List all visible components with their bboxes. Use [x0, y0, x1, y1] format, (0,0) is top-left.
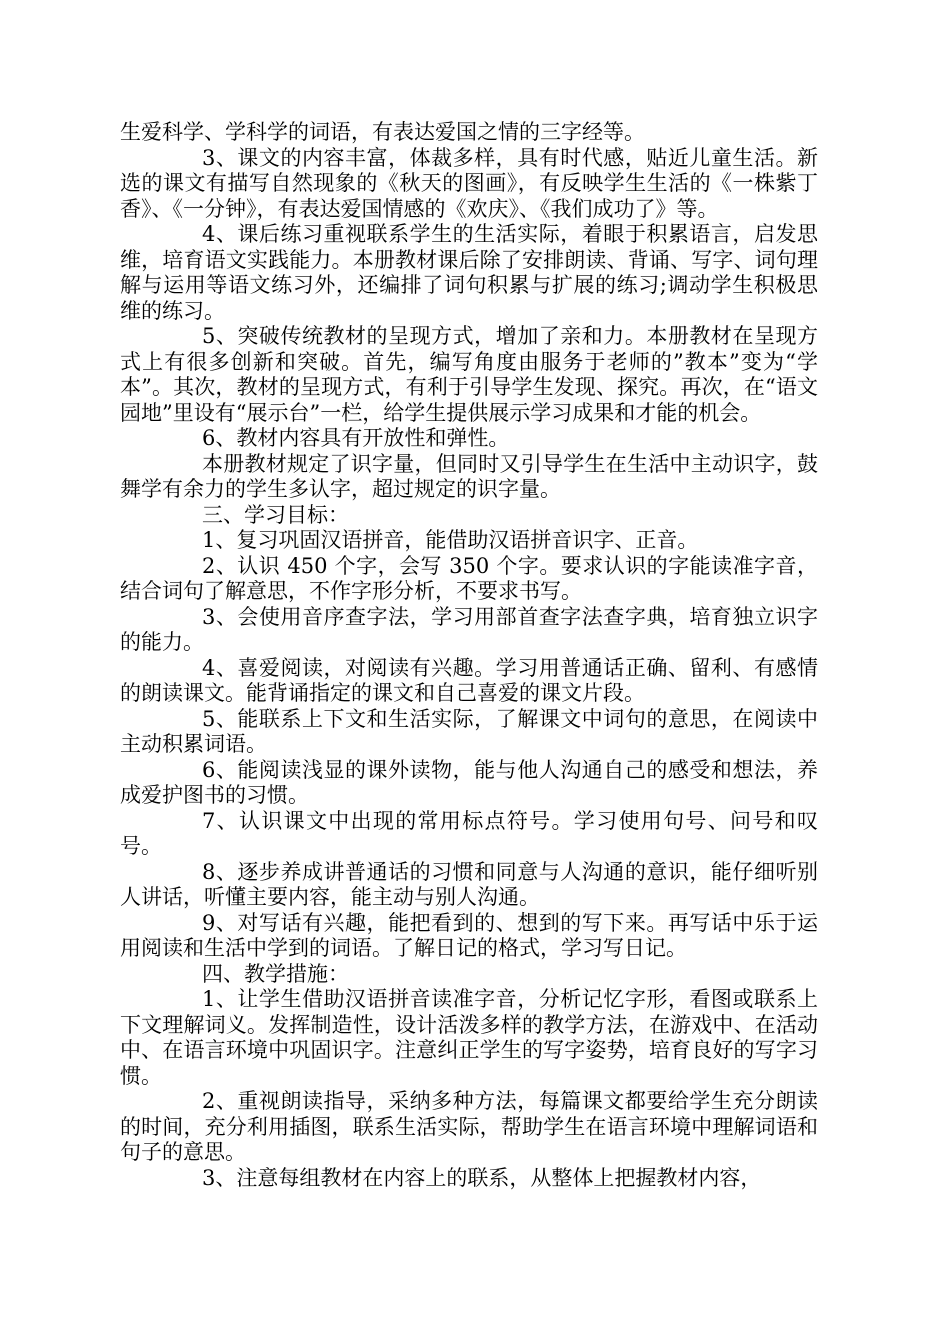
section-heading-teaching-measures: 四、教学措施： [202, 961, 349, 986]
goal-2: 2、认识 450 个字，会写 350 个字。要求认识的字能读准字音，结合词句了解意思，不作字形分析，不要求书写。 [120, 553, 818, 603]
goal-5: 5、能联系上下文和生活实际，了解课文中词句的意思，在阅读中主动积累词语。 [120, 706, 818, 756]
goal-9: 9、对写话有兴趣，能把看到的、想到的写下来。再写话中乐于运用阅读和生活中学到的词语。了解日记的格式，学习写日记。 [120, 910, 818, 960]
paragraph-2: 3、课文的内容丰富，体裁多样，具有时代感，贴近儿童生活。新选的课文有描写自然现象的《秋天的图画》，有反映学生生活的《一株紫丁香》、《一分钟》，有表达爱国情感的《欢庆》、《我们成功了》等。 [120, 145, 818, 221]
goal-7: 7、认识课文中出现的常用标点符号。学习使用句号、问号和叹号。 [120, 808, 818, 858]
goal-1: 1、复习巩固汉语拼音，能借助汉语拼音识字、正音。 [202, 528, 699, 552]
paragraph-3: 4、课后练习重视联系学生的生活实际，着眼于积累语言，启发思维，培育语文实践能力。本册教材课后除了安排朗读、背诵、写字、词句理解与运用等语文练习外，还编排了词句积累与扩展的练习;调动学生积极思维的练习。 [120, 222, 818, 323]
paragraph-4: 5、突破传统教材的呈现方式，增加了亲和力。本册教材在呈现方式上有很多创新和突破。首先，编写角度由服务于老师的”教本”变为“学本”。其次，教材的呈现方式，有利于引导学生发现、探究。再次，在“语文园地”里设有“展示台”一栏，给学生提供展示学习成果和才能的机会。 [120, 324, 818, 425]
goal-3: 3、会使用音序查字法，学习用部首查字法查字典，培育独立识字的能力。 [120, 604, 818, 654]
measure-1: 1、让学生借助汉语拼音读准字音，分析记忆字形，看图或联系上下文理解词义。发挥制造性，设计活泼多样的教学方法，在游戏中、在活动中、在语言环境中巩固识字。注意纠正学生的写字姿势，培育良好的写字习惯。 [120, 987, 818, 1088]
goal-8: 8、逐步养成讲普通话的习惯和同意与人沟通的意识，能仔细听别人讲话，听懂主要内容，能主动与别人沟通。 [120, 859, 818, 909]
goal-4: 4、喜爱阅读，对阅读有兴趣。学习用普通话正确、留利、有感情的朗读课文。能背诵指定的课文和自己喜爱的课文片段。 [120, 655, 818, 705]
paragraph-6: 本册教材规定了识字量，但同时又引导学生在生活中主动识字，鼓舞学有余力的学生多认字，超过规定的识字量。 [120, 451, 818, 501]
paragraph-5: 6、教材内容具有开放性和弹性。 [202, 426, 510, 450]
measure-3: 3、注意每组教材在内容上的联系，从整体上把握教材内容， [202, 1165, 762, 1190]
document-page [120, 120, 818, 1191]
section-heading-learning-goals: 三、学习目标： [202, 502, 349, 527]
measure-2: 2、重视朗读指导，采纳多种方法，每篇课文都要给学生充分朗读的时间，充分利用插图，联系生活实际，帮助学生在语言环境中理解词语和句子的意思。 [120, 1089, 818, 1164]
goal-6: 6、能阅读浅显的课外读物，能与他人沟通自己的感受和想法，养成爱护图书的习惯。 [120, 757, 818, 807]
paragraph-1: 生爱科学、学科学的词语，有表达爱国之情的三字经等。 [120, 120, 645, 144]
